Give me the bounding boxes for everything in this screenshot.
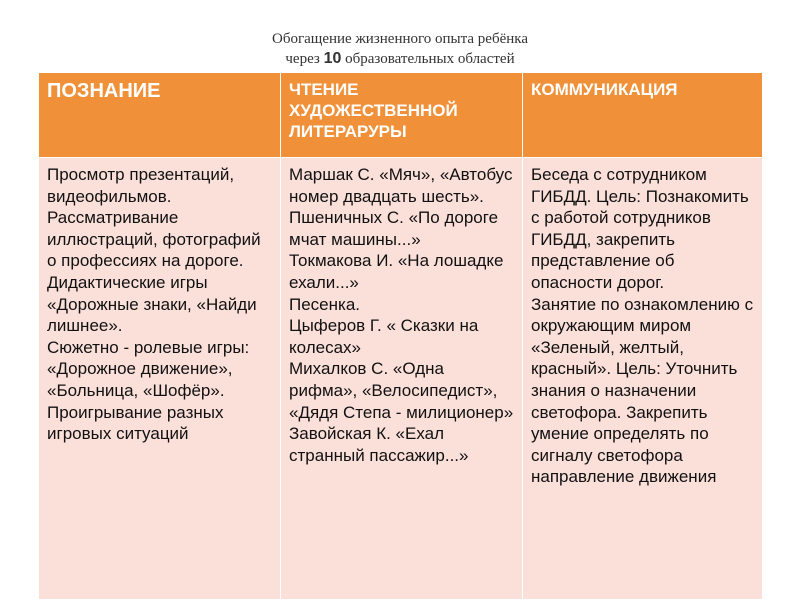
cell-poznanie: Просмотр презентаций, видеофильмов. Рассматривание иллюстраций, фотографий о профессиях на дороге. Дидактические игры «Дорожные знаки, «Найди лишнее». Сюжетно - ролевые игры: «Дорожное движение», «Больница, «Шофёр». Проигрывание разных игровых ситуаций <box>39 158 281 600</box>
title-number: 10 <box>323 50 342 67</box>
header-chtenie: ЧТЕНИЕ ХУДОЖЕСТВЕННОЙ ЛИТЕРАРУРЫ <box>281 73 523 158</box>
cell-chtenie: Маршак С. «Мяч», «Автобус номер двадцать шесть». Пшеничных С. «По дороге мчат машины...» Токмакова И. «На лошадке ехали...» Песенка. Цыферов Г. « Сказки на колесах» Михалков С. «Одна рифма», «Велосипедист», «Дядя Степа - милиционер» Завойская К. «Ехал странный пассажир...» <box>281 158 523 600</box>
header-poznanie: ПОЗНАНИЕ <box>39 73 281 158</box>
title-line-2 <box>0 49 800 69</box>
table-header-row <box>39 73 763 158</box>
header-kommunikaciya: КОММУНИКАЦИЯ <box>523 73 763 158</box>
table-row <box>39 158 763 600</box>
title-line-1: Обогащение жизненного опыта ребёнка <box>272 31 528 47</box>
title-suffix: образовательных областей <box>341 51 515 67</box>
slide-title <box>0 30 800 69</box>
activities-table <box>38 72 763 600</box>
title-prefix: через <box>285 51 324 67</box>
cell-kommunikaciya: Беседа с сотрудником ГИБДД. Цель: Познакомить с работой сотрудников ГИБДД, закрепить представление об опасности дорог. Занятие по ознакомлению с окружающим миром «Зеленый, желтый, красный». Цель: Уточнить знания о назначении светофора. Закрепить умение определять по сигналу светофора направление движения <box>523 158 763 600</box>
